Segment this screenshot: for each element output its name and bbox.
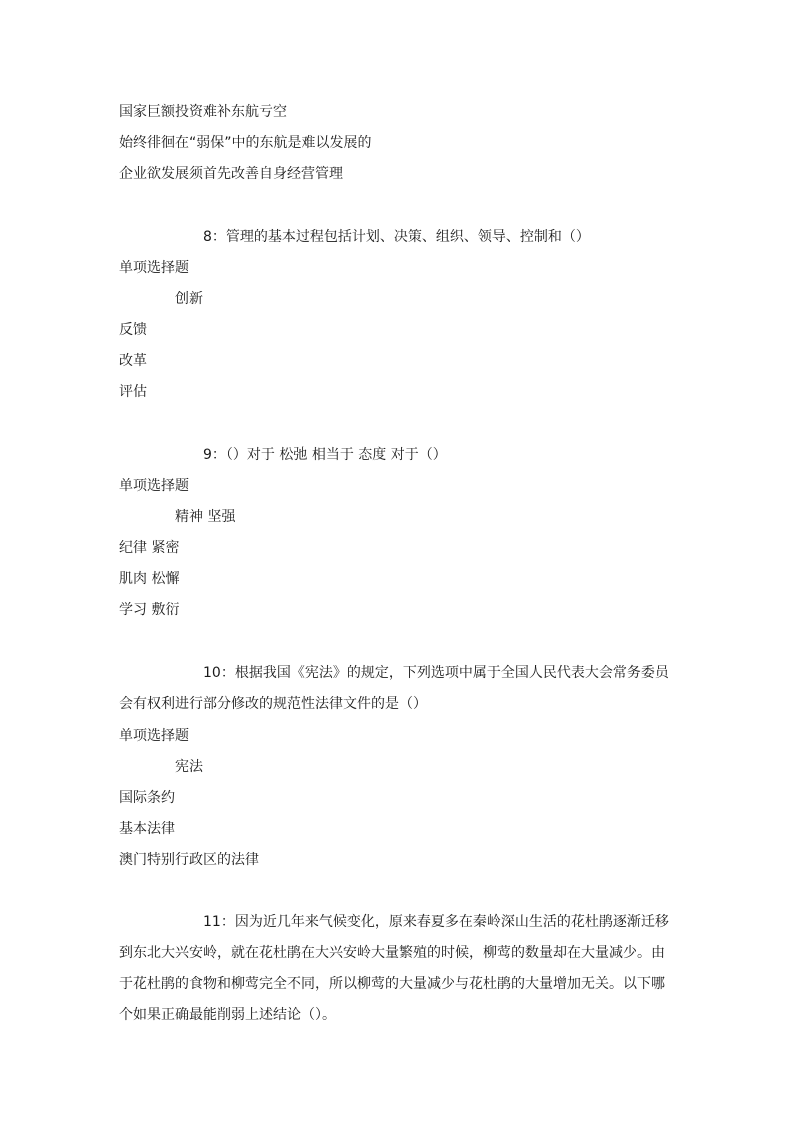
question-number: 10：: [203, 665, 235, 681]
option-item: 学习 敷衍: [119, 602, 180, 618]
option-item: 精神 坚强: [175, 509, 236, 525]
question-number: 9：: [203, 447, 226, 463]
option-item: 基本法律: [119, 821, 175, 837]
option-item: 改革: [119, 353, 147, 369]
question-type: 单项选择题: [119, 478, 189, 494]
intro-line: 国家巨额投资难补东航亏空: [119, 104, 287, 120]
question-type: 单项选择题: [119, 260, 189, 276]
question-number: 11：: [203, 914, 235, 930]
option-item: 创新: [175, 291, 203, 307]
option-item: 肌肉 松懈: [119, 571, 180, 587]
question-stem-continued: 会有权利进行部分修改的规范性法律文件的是（）: [119, 696, 427, 712]
question-stem: 9：（）对于 松弛 相当于 态度 对于（）: [203, 447, 447, 463]
question-type: 单项选择题: [119, 728, 189, 744]
option-item: 纪律 紧密: [119, 540, 180, 556]
option-item: 宪法: [175, 759, 203, 775]
option-item: 反馈: [119, 322, 147, 338]
question-stem: 8：管理的基本过程包括计划、决策、组织、领导、控制和（）: [203, 229, 590, 245]
option-item: 澳门特别行政区的法律: [119, 852, 259, 868]
question-stem: 11：因为近几年来气候变化，原来春夏多在秦岭深山生活的花杜鹃逐渐迁移: [203, 914, 669, 930]
question-stem: 10：根据我国《宪法》的规定，下列选项中属于全国人民代表大会常务委员: [203, 665, 669, 681]
intro-line: 始终徘徊在“弱保”中的东航是难以发展的: [119, 135, 372, 151]
question-number: 8：: [203, 229, 226, 245]
question-stem-continued: 到东北大兴安岭，就在花杜鹃在大兴安岭大量繁殖的时候，柳莺的数量却在大量减少。由: [119, 945, 665, 961]
question-stem-continued: 个如果正确最能削弱上述结论（）。: [119, 1007, 336, 1023]
question-stem-continued: 于花杜鹃的食物和柳莺完全不同，所以柳莺的大量减少与花杜鹃的大量增加无关。以下哪: [119, 976, 665, 992]
intro-line: 企业欲发展须首先改善自身经营管理: [119, 166, 343, 182]
option-item: 国际条约: [119, 790, 175, 806]
option-item: 评估: [119, 384, 147, 400]
